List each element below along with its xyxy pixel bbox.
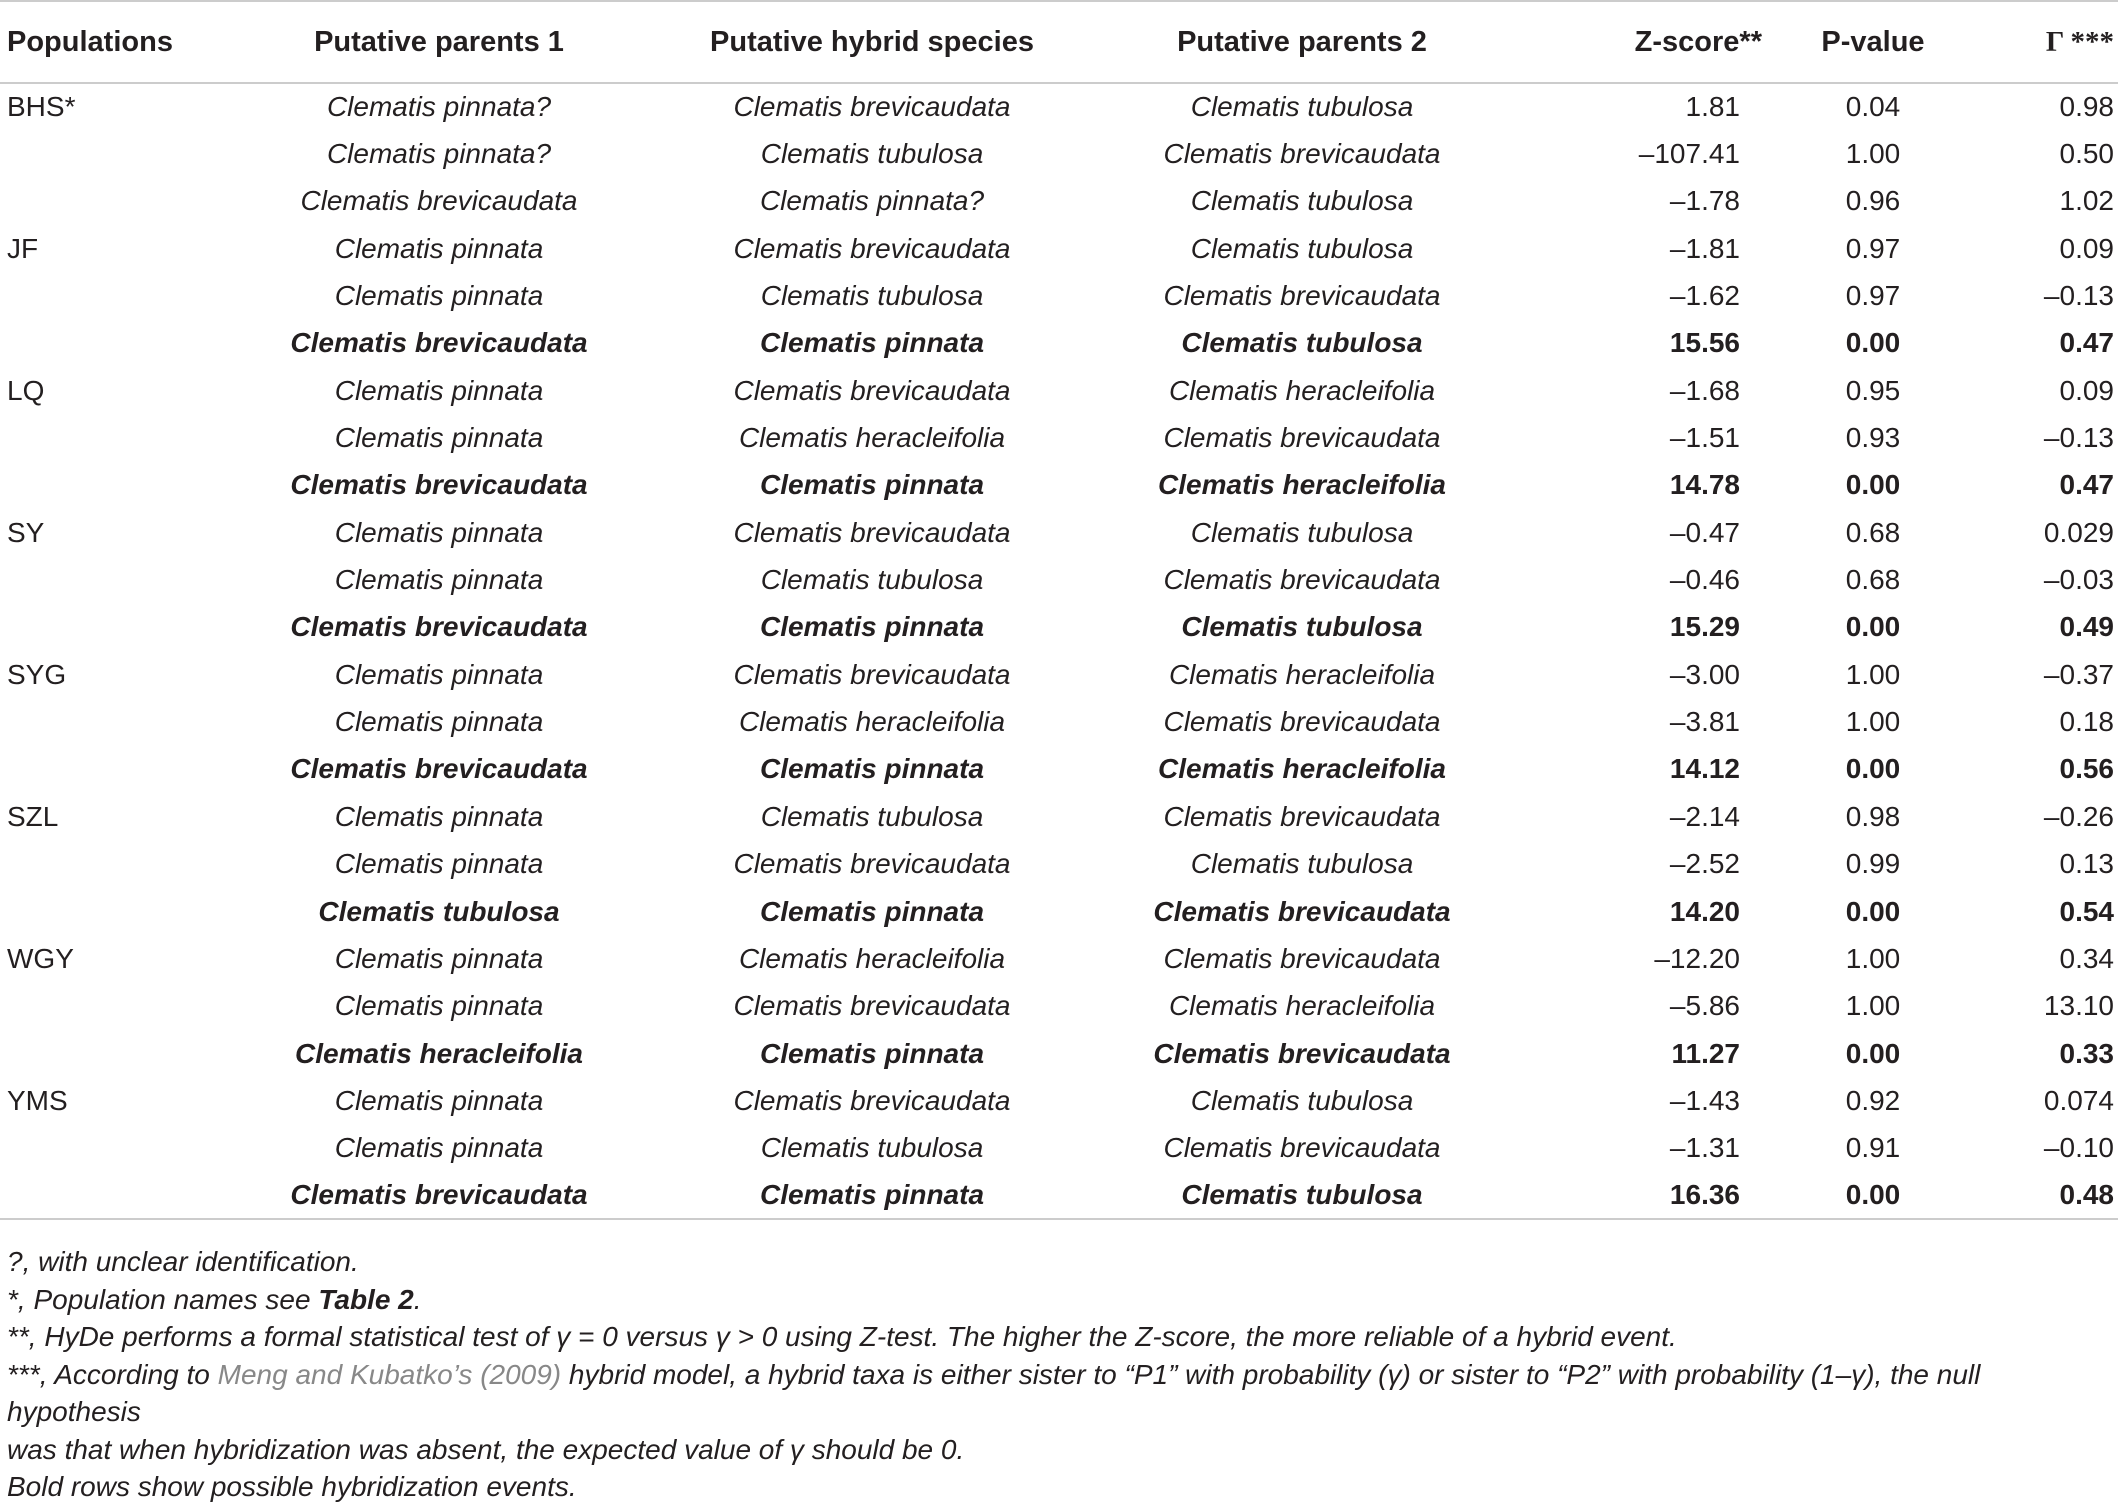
cell-z-score: 15.56 [1669, 327, 1740, 359]
cell-hybrid-species: Clematis brevicaudata [733, 374, 1011, 406]
table-row [0, 178, 2118, 225]
cell-parent-1: Clematis pinnata [334, 706, 544, 738]
footnote-gamma [7, 1356, 2111, 1431]
cell-p-value: 0.99 [1845, 848, 1901, 880]
cell-z-score: –1.68 [1669, 374, 1740, 406]
footnote-unclear: ?, with unclear identification. [7, 1246, 359, 1277]
cell-parent-1: Clematis pinnata [334, 422, 544, 454]
table-row [0, 1077, 2118, 1124]
cell-population [0, 178, 230, 225]
table-row-hybridization-event [0, 1030, 2118, 1077]
cell-population [0, 1172, 230, 1219]
cell-hybrid-species: Clematis heracleifolia [738, 422, 1006, 454]
cell-z-score: 14.20 [1669, 895, 1740, 927]
cell-z-score: –1.81 [1669, 232, 1740, 264]
cell-hybrid-species: Clematis brevicaudata [733, 1084, 1011, 1116]
cell-parent-1: Clematis pinnata [334, 516, 544, 548]
cell-population: YMS [7, 1084, 68, 1116]
cell-z-score: –1.51 [1669, 422, 1740, 454]
cell-parent-1: Clematis pinnata [334, 1132, 544, 1164]
cell-hybrid-species: Clematis brevicaudata [733, 232, 1011, 264]
cell-p-value: 0.68 [1845, 516, 1901, 548]
cell-p-value: 0.04 [1845, 91, 1901, 123]
cell-parent-2: Clematis heracleifolia [1158, 469, 1446, 501]
cell-hybrid-species: Clematis tubulosa [760, 1132, 984, 1164]
cell-gamma: 0.49 [2059, 611, 2114, 643]
cell-z-score: –2.14 [1669, 800, 1740, 832]
cell-population: SYG [7, 658, 67, 690]
cell-parent-2: Clematis brevicaudata [1153, 895, 1451, 927]
meng-kubatko-reference-link[interactable]: Meng and Kubatko’s (2009) [217, 1358, 562, 1390]
table-row [0, 793, 2118, 840]
cell-parent-2: Clematis brevicaudata [1163, 942, 1441, 974]
cell-parent-2: Clematis brevicaudata [1163, 706, 1441, 738]
cell-p-value: 0.00 [1762, 1172, 1984, 1219]
cell-parent-1: Clematis pinnata [334, 848, 544, 880]
cell-hybrid-species: Clematis tubulosa [760, 564, 984, 596]
cell-gamma: 0.48 [1984, 1172, 2118, 1219]
cell-hybrid-species: Clematis brevicaudata [733, 91, 1011, 123]
footnote-bold-rows: Bold rows show possible hybridization events. [7, 1471, 577, 1502]
cell-gamma: 0.074 [2043, 1084, 2114, 1116]
cell-hybrid-species: Clematis pinnata [759, 753, 985, 785]
table-row-hybridization-event [0, 604, 2118, 651]
cell-parent-2: Clematis tubulosa [1181, 611, 1423, 643]
cell-hybrid-species: Clematis brevicaudata [733, 516, 1011, 548]
cell-p-value: 1.00 [1845, 942, 1901, 974]
cell-parent-1: Clematis pinnata [334, 990, 544, 1022]
cell-parent-2: Clematis brevicaudata [1163, 800, 1441, 832]
cell-z-score: –5.86 [1669, 990, 1740, 1022]
cell-hybrid-species: Clematis pinnata [759, 469, 985, 501]
cell-parent-2: Clematis brevicaudata [1163, 1132, 1441, 1164]
cell-z-score: 14.12 [1669, 753, 1740, 785]
cell-parent-1: Clematis pinnata? [326, 91, 552, 123]
header-gamma: Γ *** [1984, 1, 2118, 83]
cell-gamma: 0.47 [2059, 469, 2114, 501]
cell-p-value: 0.00 [1845, 327, 1901, 359]
cell-z-score: 15.29 [1669, 611, 1740, 643]
table-row [0, 935, 2118, 982]
cell-z-score: –2.52 [1669, 848, 1740, 880]
cell-population [0, 983, 230, 1030]
cell-z-score: –1.62 [1669, 280, 1740, 312]
cell-p-value: 1.00 [1845, 990, 1901, 1022]
cell-parent-1: Clematis pinnata [334, 564, 544, 596]
cell-p-value: 0.98 [1845, 800, 1901, 832]
table-row-hybridization-event [0, 1172, 2118, 1219]
cell-p-value: 1.00 [1845, 706, 1901, 738]
cell-parent-2: Clematis heracleifolia [1168, 990, 1436, 1022]
cell-gamma: 0.09 [2059, 374, 2114, 406]
table-header-row [0, 1, 2118, 83]
cell-gamma: 13.10 [2043, 990, 2114, 1022]
cell-parent-1: Clematis pinnata [334, 1084, 544, 1116]
cell-hybrid-species: Clematis pinnata [759, 895, 985, 927]
cell-gamma: –0.13 [2043, 280, 2114, 312]
table-row-hybridization-event [0, 746, 2118, 793]
table-2-reference[interactable]: Table 2 [318, 1283, 414, 1315]
cell-p-value: 0.97 [1845, 280, 1901, 312]
cell-z-score: –3.81 [1669, 706, 1740, 738]
cell-population [0, 746, 230, 793]
cell-hybrid-species: Clematis pinnata [759, 327, 985, 359]
cell-parent-2: Clematis tubulosa [1190, 185, 1414, 217]
cell-gamma: 0.18 [2059, 706, 2114, 738]
cell-p-value: 0.00 [1845, 895, 1901, 927]
cell-hybrid-species: Clematis pinnata [648, 1172, 1096, 1219]
cell-population [0, 556, 230, 603]
cell-gamma: 0.34 [2059, 942, 2114, 974]
cell-hybrid-species: Clematis tubulosa [760, 280, 984, 312]
footnote-gamma-text: hybrid model, a hybrid taxa is either sister to “P1” with probability (γ) or sister to “P2” with probability (1–γ), the null hypothesis [7, 1358, 1981, 1427]
footnote-population-suffix: . [413, 1283, 422, 1315]
cell-population [0, 698, 230, 745]
cell-parent-2: Clematis tubulosa [1096, 1172, 1508, 1219]
cell-gamma: 0.50 [2059, 138, 2114, 170]
cell-p-value: 0.95 [1845, 374, 1901, 406]
cell-hybrid-species: Clematis pinnata [759, 611, 985, 643]
cell-parent-1: Clematis pinnata [334, 800, 544, 832]
cell-gamma: 0.56 [2059, 753, 2114, 785]
cell-population [0, 130, 230, 177]
cell-population [0, 462, 230, 509]
table-row [0, 841, 2118, 888]
footnote-population [7, 1281, 2111, 1319]
cell-z-score: –1.31 [1669, 1132, 1740, 1164]
header-z-score: Z-score** [1508, 1, 1762, 83]
cell-p-value: 0.97 [1845, 232, 1901, 264]
cell-hybrid-species: Clematis pinnata? [759, 185, 985, 217]
table-row-hybridization-event [0, 888, 2118, 935]
table-row [0, 272, 2118, 319]
cell-gamma: 0.47 [2059, 327, 2114, 359]
footnote-zscore: **, HyDe performs a formal statistical test of γ = 0 versus γ > 0 using Z-test. The higher the Z-score, the more reliable of a hybrid event. [7, 1321, 1677, 1352]
cell-parent-2: Clematis brevicaudata [1153, 1037, 1451, 1069]
cell-hybrid-species: Clematis pinnata [759, 1037, 985, 1069]
table-row [0, 225, 2118, 272]
header-parents-1: Putative parents 1 [230, 1, 648, 83]
cell-z-score: –0.47 [1669, 516, 1740, 548]
cell-hybrid-species: Clematis tubulosa [760, 138, 984, 170]
footnote-population-text: *, Population names see [7, 1283, 319, 1315]
cell-parent-2: Clematis heracleifolia [1168, 658, 1436, 690]
cell-hybrid-species: Clematis tubulosa [760, 800, 984, 832]
cell-p-value: 1.00 [1845, 138, 1901, 170]
cell-z-score: –107.41 [1638, 138, 1740, 170]
cell-hybrid-species: Clematis heracleifolia [738, 706, 1006, 738]
cell-parent-2: Clematis tubulosa [1190, 848, 1414, 880]
cell-gamma: 0.54 [2059, 895, 2114, 927]
header-parents-2: Putative parents 2 [1096, 1, 1508, 83]
table-row [0, 414, 2118, 461]
cell-parent-2: Clematis tubulosa [1190, 232, 1414, 264]
cell-hybrid-species: Clematis brevicaudata [733, 658, 1011, 690]
cell-parent-1: Clematis brevicaudata [290, 327, 588, 359]
cell-parent-1: Clematis pinnata [334, 658, 544, 690]
cell-p-value: 0.00 [1845, 611, 1901, 643]
cell-gamma: 0.33 [2059, 1037, 2114, 1069]
cell-population: WGY [7, 942, 74, 974]
cell-gamma: –0.03 [2043, 564, 2114, 596]
cell-population [0, 841, 230, 888]
table-row [0, 983, 2118, 1030]
cell-gamma: –0.10 [2043, 1132, 2114, 1164]
footnote-gamma-prefix: ***, According to [7, 1358, 218, 1390]
header-populations: Populations [0, 1, 230, 83]
table-row [0, 367, 2118, 414]
cell-parent-2: Clematis tubulosa [1190, 516, 1414, 548]
cell-population [0, 414, 230, 461]
footnote-gamma-continued: was that when hybridization was absent, the expected value of γ should be 0. [7, 1433, 965, 1465]
cell-population [0, 272, 230, 319]
cell-parent-1: Clematis pinnata? [326, 138, 552, 170]
cell-parent-2: Clematis brevicaudata [1163, 422, 1441, 454]
cell-parent-2: Clematis brevicaudata [1163, 564, 1441, 596]
cell-population: BHS* [7, 91, 76, 123]
table-row [0, 1125, 2118, 1172]
cell-gamma: 0.98 [2059, 91, 2114, 123]
cell-p-value: 0.00 [1845, 469, 1901, 501]
cell-parent-2: Clematis tubulosa [1190, 1084, 1414, 1116]
cell-parent-2: Clematis heracleifolia [1168, 374, 1436, 406]
cell-parent-2: Clematis brevicaudata [1163, 280, 1441, 312]
cell-gamma: –0.37 [2043, 658, 2114, 690]
table-row [0, 83, 2118, 130]
cell-parent-1: Clematis brevicaudata [290, 753, 588, 785]
cell-population [0, 604, 230, 651]
cell-gamma: 0.09 [2059, 232, 2114, 264]
cell-population [0, 888, 230, 935]
cell-parent-1: Clematis tubulosa [318, 895, 560, 927]
cell-p-value: 0.00 [1845, 1037, 1901, 1069]
cell-parent-2: Clematis heracleifolia [1158, 753, 1446, 785]
cell-z-score: –12.20 [1654, 942, 1740, 974]
table-row [0, 509, 2118, 556]
cell-z-score: 1.81 [1685, 91, 1740, 123]
cell-population [0, 320, 230, 367]
cell-population: JF [7, 232, 39, 264]
cell-z-score: 14.78 [1669, 469, 1740, 501]
cell-parent-1: Clematis brevicaudata [290, 469, 588, 501]
table-row [0, 698, 2118, 745]
cell-p-value: 1.00 [1845, 658, 1901, 690]
cell-parent-1: Clematis brevicaudata [300, 185, 578, 217]
cell-z-score: –0.46 [1669, 564, 1740, 596]
cell-z-score: 11.27 [1671, 1037, 1740, 1069]
footnotes [7, 1243, 2111, 1506]
cell-parent-1: Clematis brevicaudata [230, 1172, 648, 1219]
cell-parent-2: Clematis brevicaudata [1163, 138, 1441, 170]
cell-parent-1: Clematis pinnata [334, 280, 544, 312]
cell-p-value: 0.93 [1845, 422, 1901, 454]
cell-p-value: 0.96 [1845, 185, 1901, 217]
cell-p-value: 0.91 [1845, 1132, 1901, 1164]
cell-population [0, 1030, 230, 1077]
cell-population: SY [7, 516, 45, 548]
cell-p-value: 0.00 [1845, 753, 1901, 785]
table-row [0, 651, 2118, 698]
cell-parent-1: Clematis pinnata [334, 232, 544, 264]
cell-parent-2: Clematis tubulosa [1190, 91, 1414, 123]
cell-parent-1: Clematis heracleifolia [295, 1037, 583, 1069]
table-row-hybridization-event [0, 462, 2118, 509]
cell-z-score: –3.00 [1669, 658, 1740, 690]
cell-p-value: 0.92 [1845, 1084, 1901, 1116]
table-row [0, 130, 2118, 177]
table-row [0, 556, 2118, 603]
cell-parent-2: Clematis tubulosa [1181, 327, 1423, 359]
cell-parent-1: Clematis brevicaudata [290, 611, 588, 643]
cell-parent-1: Clematis pinnata [334, 374, 544, 406]
cell-population [0, 1125, 230, 1172]
cell-z-score: 16.36 [1508, 1172, 1762, 1219]
header-hybrid-species: Putative hybrid species [648, 1, 1096, 83]
cell-hybrid-species: Clematis heracleifolia [738, 942, 1006, 974]
cell-gamma: 1.02 [2059, 185, 2114, 217]
cell-gamma: 0.13 [2059, 848, 2114, 880]
cell-gamma: 0.029 [2043, 516, 2114, 548]
header-p-value: P-value [1762, 1, 1984, 83]
cell-gamma: –0.13 [2043, 422, 2114, 454]
cell-p-value: 0.68 [1845, 564, 1901, 596]
cell-hybrid-species: Clematis brevicaudata [733, 990, 1011, 1022]
cell-population: LQ [7, 374, 45, 406]
cell-z-score: –1.78 [1669, 185, 1740, 217]
table-row-hybridization-event [0, 320, 2118, 367]
cell-population: SZL [7, 800, 59, 832]
cell-gamma: –0.26 [2043, 800, 2114, 832]
cell-z-score: –1.43 [1669, 1084, 1740, 1116]
cell-hybrid-species: Clematis brevicaudata [733, 848, 1011, 880]
cell-parent-1: Clematis pinnata [334, 942, 544, 974]
